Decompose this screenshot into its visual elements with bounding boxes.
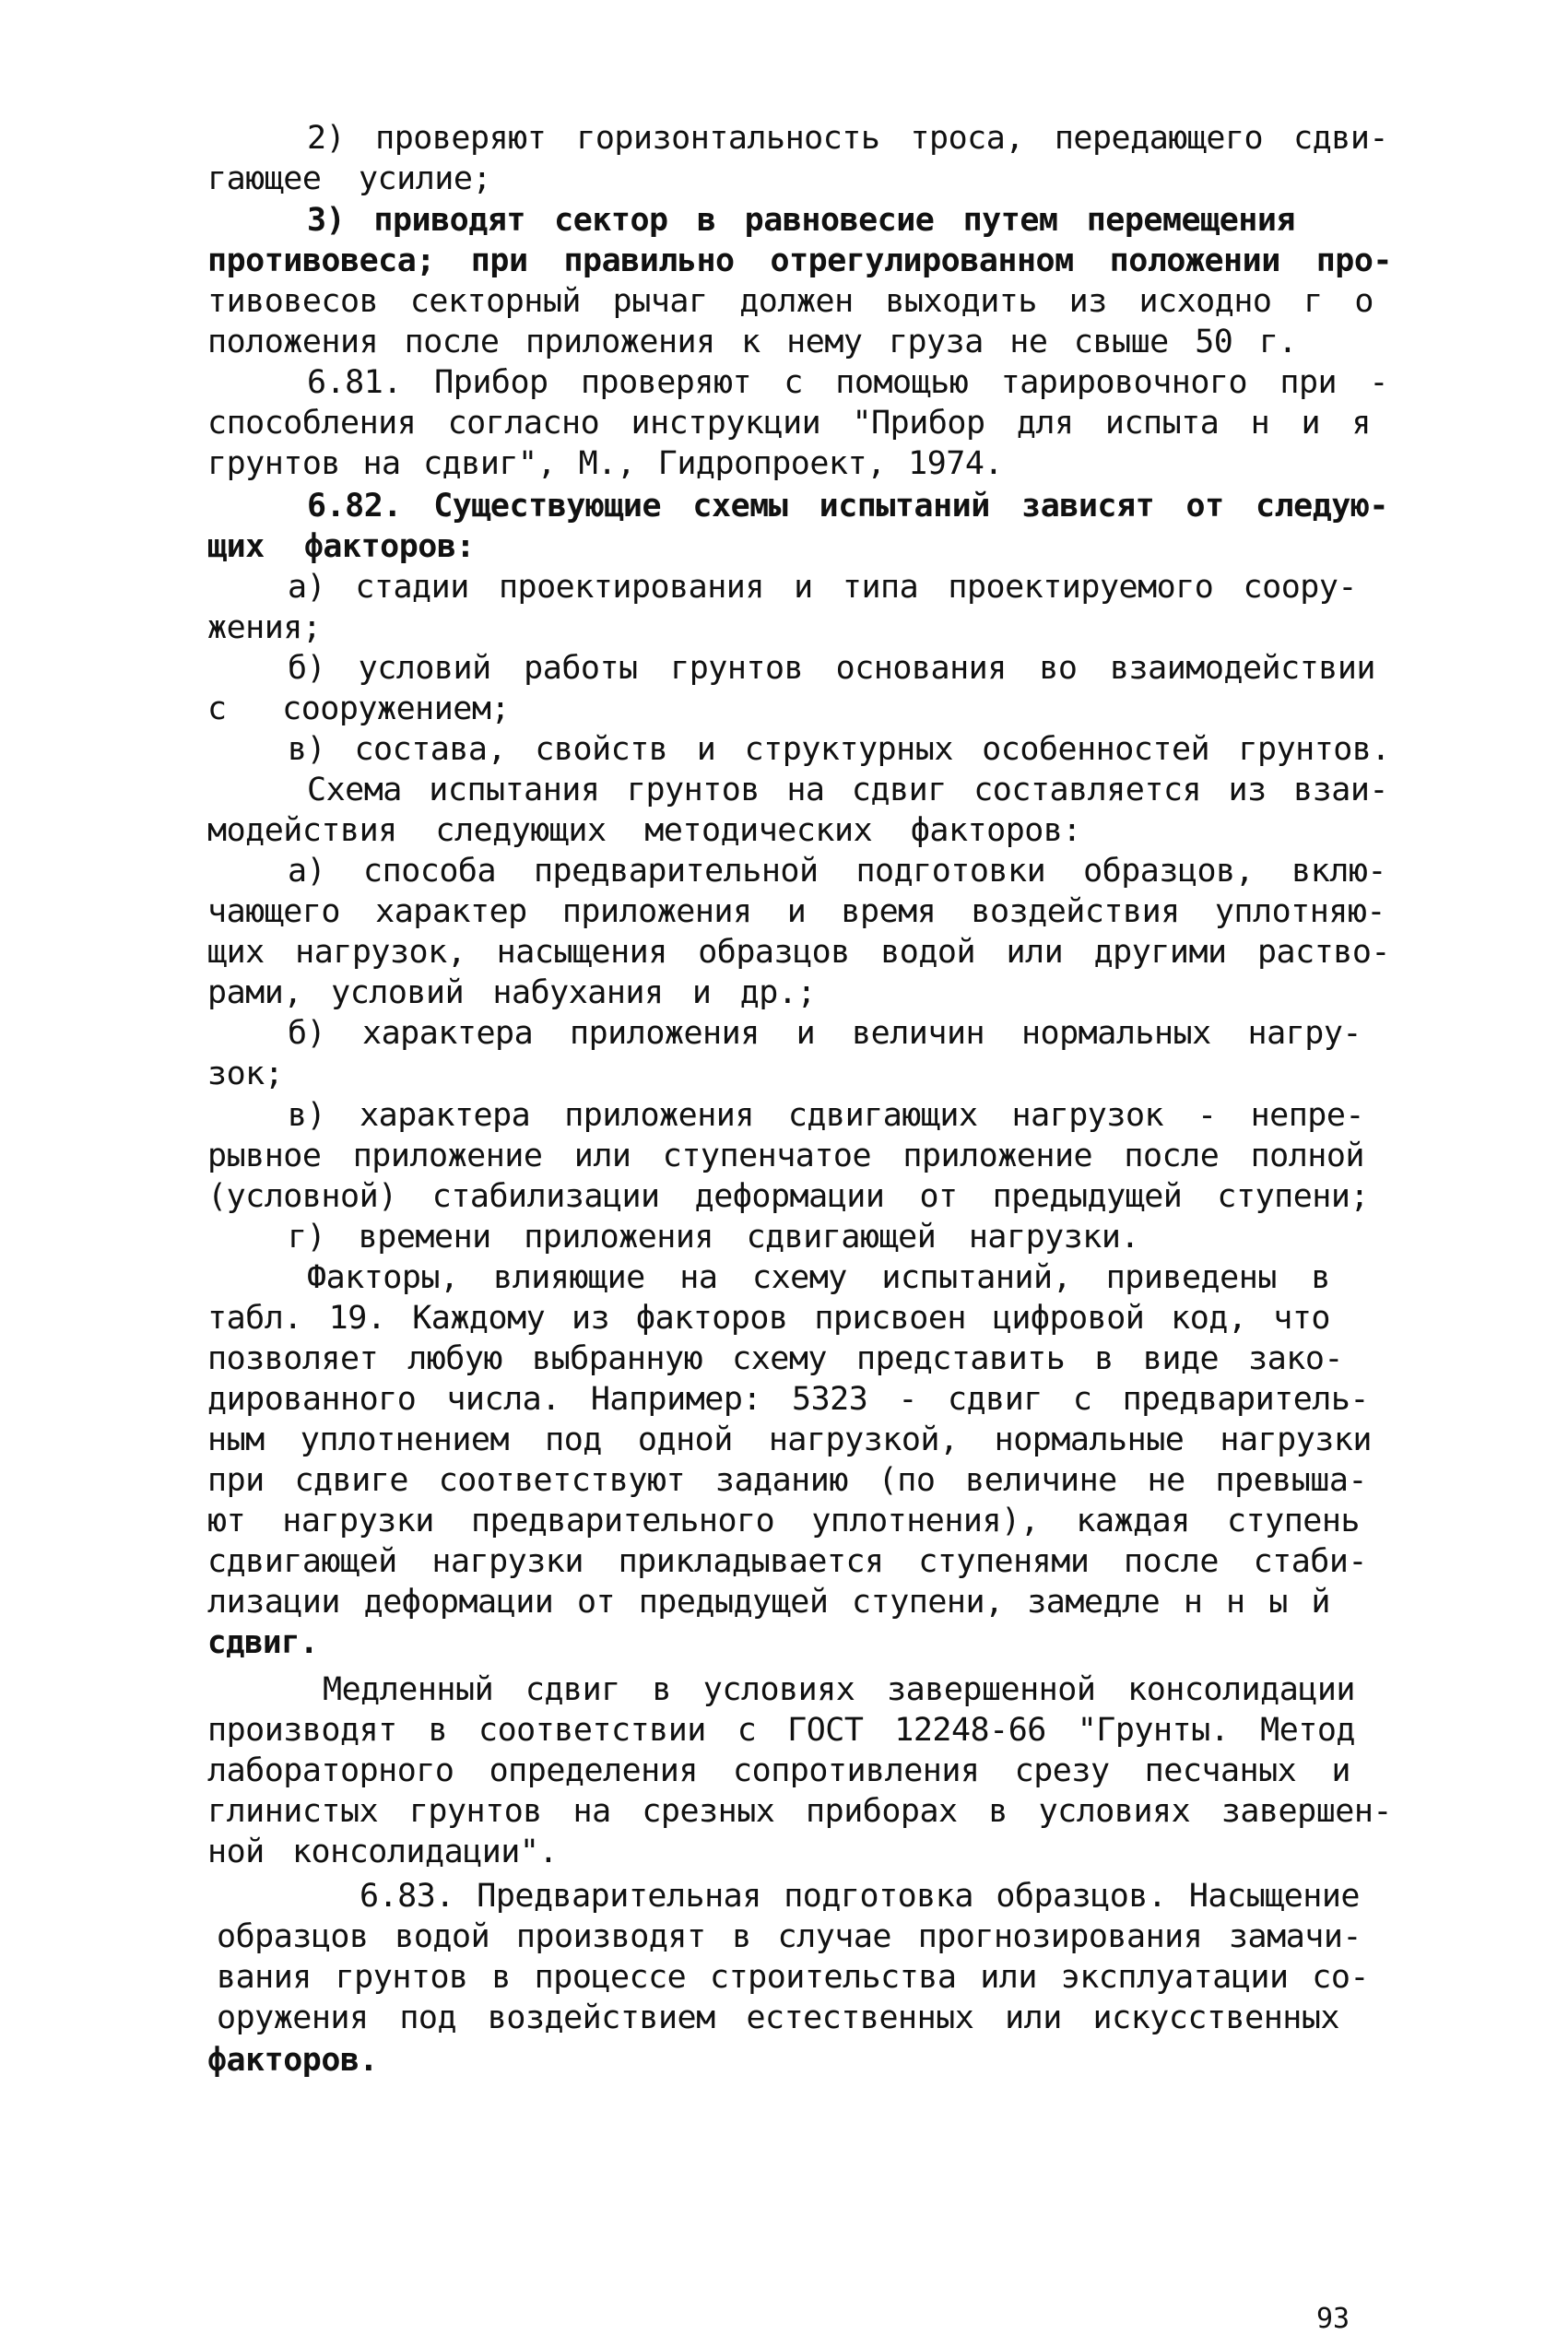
text-line: а) стадии проектирования и типа проектируемого соору-: [288, 569, 1357, 606]
text-line: г) времени приложения сдвигающей нагрузки.: [288, 1219, 1139, 1256]
text-line: при сдвиге соответствуют заданию (по величине не превыша-: [207, 1462, 1367, 1499]
text-line: б) характера приложения и величин нормальных нагру-: [288, 1015, 1362, 1052]
text-line: в) состава, свойств и структурных особенностей грунтов.: [288, 731, 1390, 768]
text-line: лабораторного определения сопротивления срезу песчаных и: [207, 1752, 1350, 1789]
text-line: зок;: [207, 1055, 284, 1092]
text-line: Схема испытания грунтов на сдвиг составляется из взаи-: [307, 772, 1388, 808]
text-line: тивовесов секторный рычаг должен выходить из исходно г о: [207, 283, 1373, 320]
text-line: гающее усилие;: [207, 160, 491, 197]
page-number: 93: [1316, 2303, 1350, 2335]
text-line: положения после приложения к нему груза не свыше 50 г.: [207, 324, 1297, 360]
text-line: грунтов на сдвиг", М., Гидропроект, 1974.: [207, 445, 1003, 482]
section-heading: 6.82. Существующие схемы испытаний зависят от следую-: [307, 488, 1388, 525]
text-line: б) условий работы грунтов основания во взаимодействии: [288, 650, 1375, 687]
text-line: оружения под воздействием естественных или искусственных: [217, 1999, 1339, 2036]
text-line: 6.81. Прибор проверяют с помощью тарировочного при -: [307, 364, 1388, 401]
text-line: чающего характер приложения и время воздействия уплотняю-: [207, 893, 1385, 930]
text-line: противовеса; при правильно отрегулированном положении про-: [207, 242, 1392, 279]
text-line: с сооружением;: [207, 690, 511, 727]
text-line: ным уплотнением под одной нагрузкой, нормальные нагрузки: [207, 1421, 1372, 1458]
text-line: (условной) стабилизации деформации от предыдущей ступени;: [207, 1178, 1369, 1215]
text-line: образцов водой производят в случае прогнозирования замачи-: [217, 1918, 1362, 1955]
text-line: сдвиг.: [207, 1624, 318, 1661]
text-line: табл. 19. Каждому из факторов присвоен цифровой код, что: [207, 1300, 1330, 1337]
text-line: щих факторов:: [207, 528, 475, 565]
text-line: щих нагрузок, насыщения образцов водой или другими раство-: [207, 934, 1390, 971]
text-line: рами, условий набухания и др.;: [207, 974, 816, 1011]
section-heading: 6.83. Предварительная подготовка образцов. Насыщение: [360, 1878, 1360, 1915]
text-line: ной консолидации".: [207, 1834, 558, 1870]
text-line: модействия следующих методических факторов:: [207, 812, 1081, 849]
text-line: а) способа предварительной подготовки образцов, вклю-: [288, 853, 1386, 890]
text-line: рывное приложение или ступенчатое приложение после полной: [207, 1138, 1364, 1174]
text-line: 2) проверяют горизонтальность троса, передающего сдви-: [307, 120, 1388, 157]
text-line: сдвигающей нагрузки прикладывается ступенями после стаби-: [207, 1543, 1367, 1580]
text-line: дированного числа. Например: 5323 - сдвиг с предваритель-: [207, 1381, 1369, 1418]
text-line: Медленный сдвиг в условиях завершенной консолидации: [323, 1671, 1355, 1708]
text-line: в) характера приложения сдвигающих нагрузок - непре-: [288, 1097, 1364, 1134]
text-line: вания грунтов в процессе строительства или эксплуатации со-: [217, 1959, 1369, 1996]
text-line: ют нагрузки предварительного уплотнения), каждая ступень: [207, 1503, 1360, 1539]
text-line: 3) приводят сектор в равновесие путем перемещения: [307, 202, 1295, 239]
text-line: способления согласно инструкции "Прибор для испыта н и я: [207, 405, 1371, 442]
text-line: глинистых грунтов на срезных приборах в условиях завершен-: [207, 1793, 1392, 1830]
text-line: лизации деформации от предыдущей ступени, замедле н н ы й: [207, 1584, 1330, 1621]
text-line: производят в соответствии с ГОСТ 12248-66 "Грунты. Метод: [207, 1712, 1355, 1749]
text-line: позволяет любую выбранную схему представить в виде зако-: [207, 1340, 1343, 1377]
text-line: жения;: [207, 609, 322, 646]
text-line: Факторы, влияющие на схему испытаний, приведены в: [307, 1259, 1330, 1296]
text-line: факторов.: [207, 2042, 378, 2079]
